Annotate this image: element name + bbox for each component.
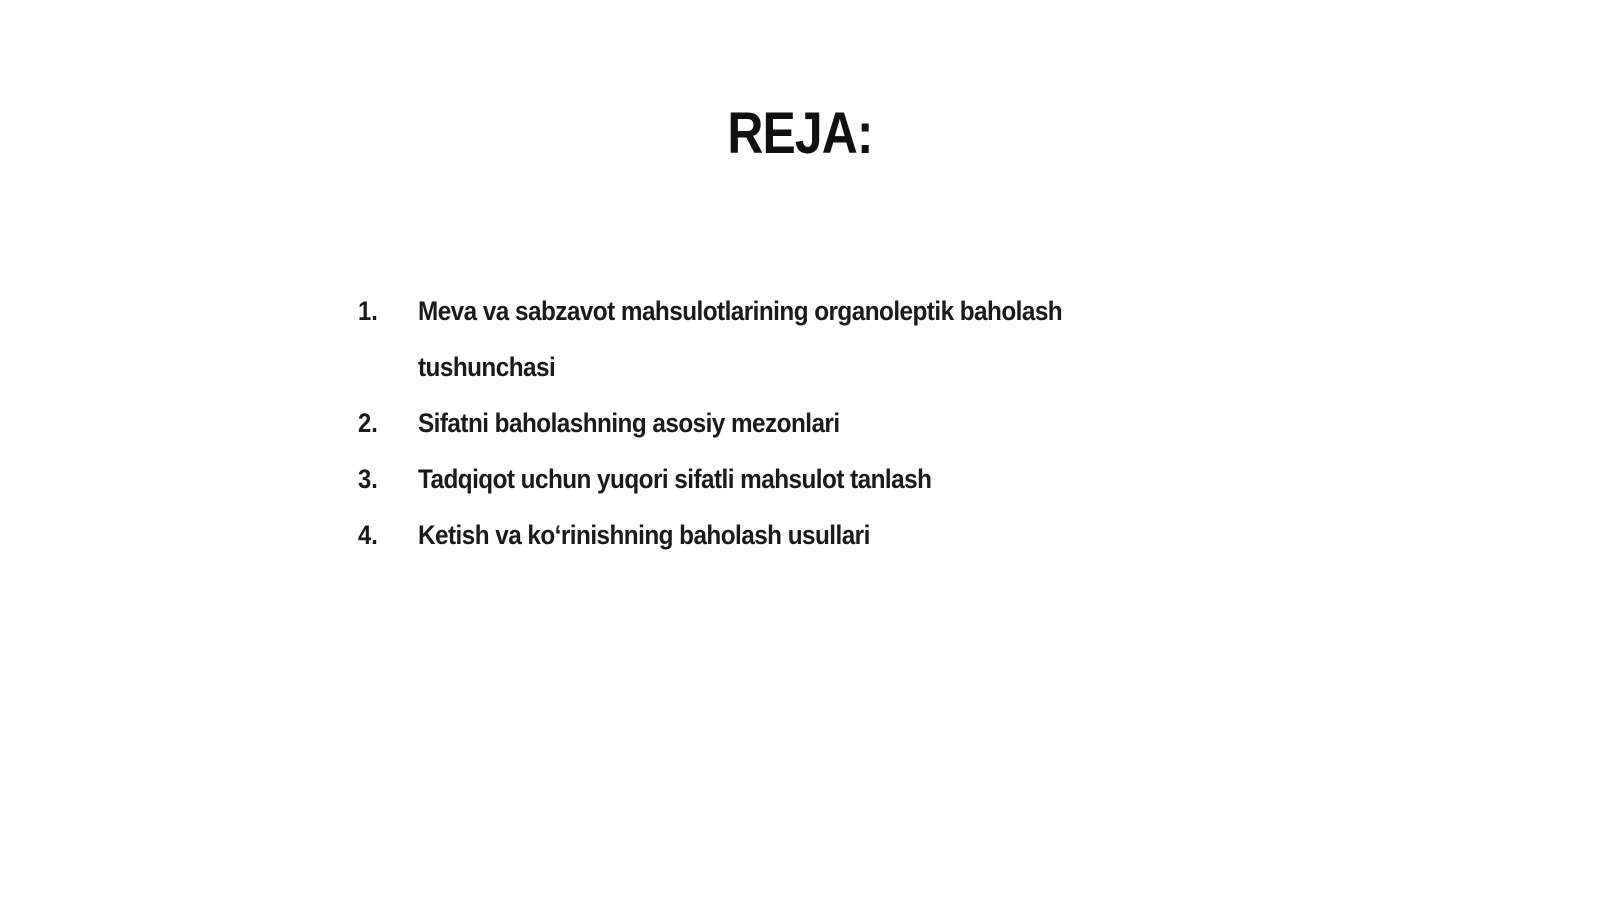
item-text: Ketish va ko‘rinishning baholash usullari [418,520,870,550]
item-number: 4. [358,520,378,550]
list-item [358,507,1258,563]
item-number: 2. [358,408,378,438]
list-item [358,395,1258,451]
item-number: 3. [358,464,378,494]
item-text: Sifatni baholashning asosiy mezonlari [418,408,840,438]
slide-title: REJA: [727,101,873,166]
plan-list [358,283,1258,563]
item-text: Tadqiqot uchun yuqori sifatli mahsulot tanlash [418,464,932,494]
item-text: Meva va sabzavot mahsulotlarining organoleptik baholash tushunchasi [418,296,1063,382]
list-item [358,451,1258,507]
item-number: 1. [358,296,378,326]
list-item [358,283,1258,395]
